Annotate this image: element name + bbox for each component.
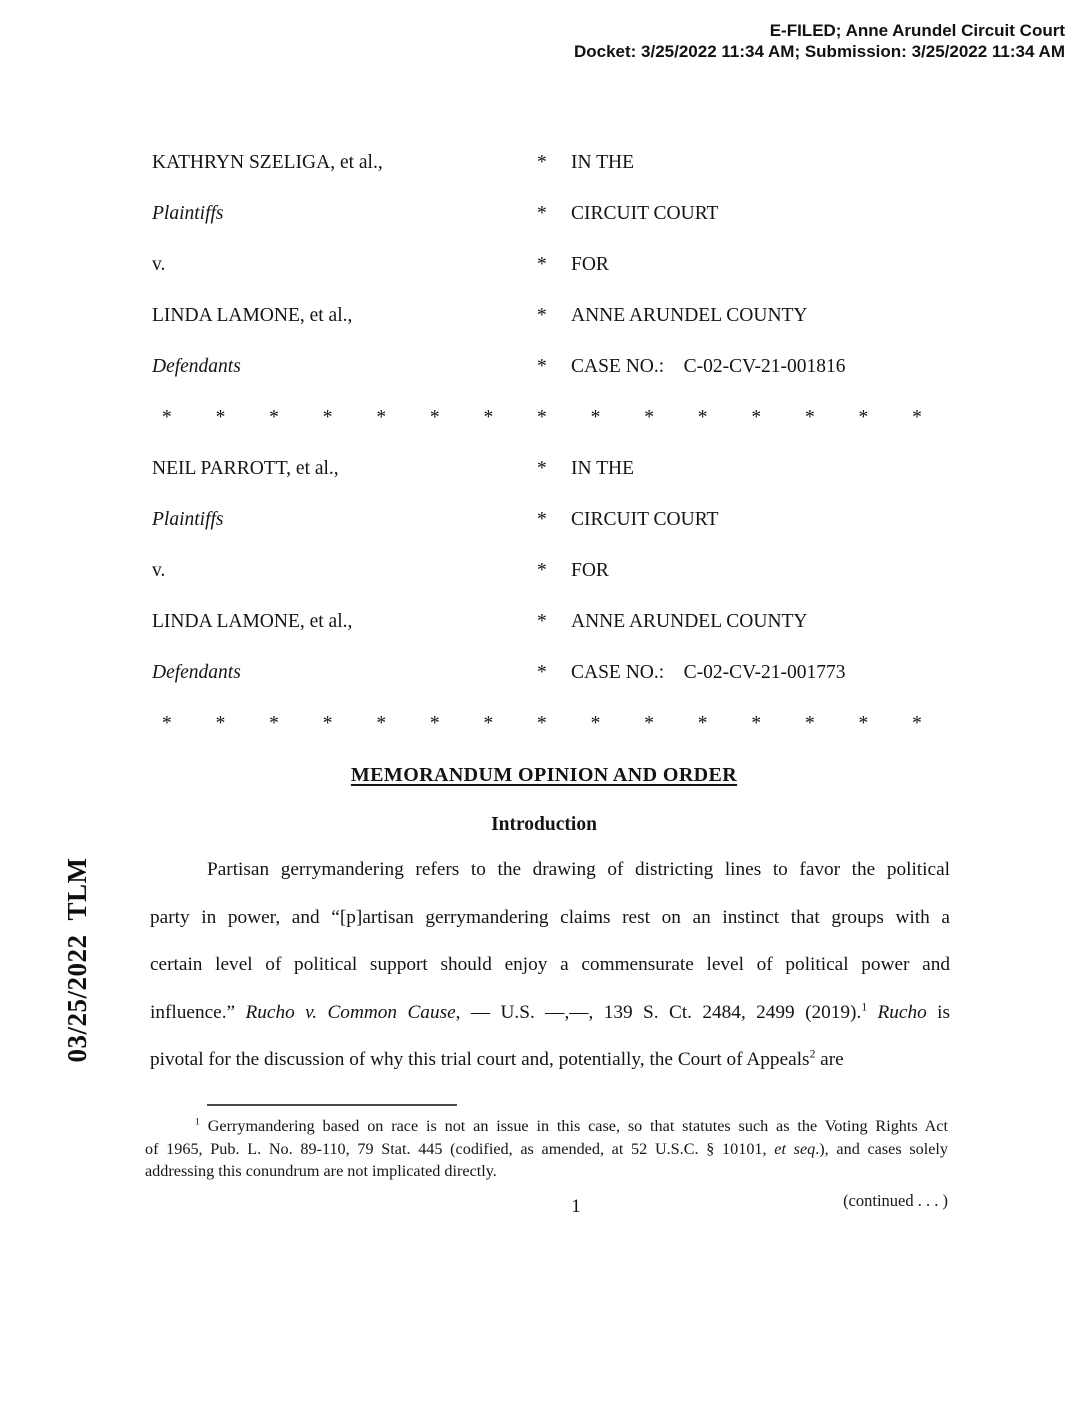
court-line: ANNE ARUNDEL COUNTY [571,611,808,632]
asterisk-divider-row [162,713,922,764]
asterisk: * [269,407,279,428]
court-line: CIRCUIT COURT [571,509,719,530]
footnote-separator-rule [207,1104,457,1106]
court-line: ANNE ARUNDEL COUNTY [571,305,808,326]
party-role: Plaintiffs [152,203,224,224]
asterisk: * [483,407,494,428]
asterisk: * [322,407,333,428]
asterisk-divider-row [162,407,922,458]
filing-stamp: 03/25/2022 TLM [62,857,92,1063]
party-role: Plaintiffs [152,509,224,530]
asterisk: * [751,407,762,428]
asterisk: * [215,713,226,734]
asterisk-separator: * [537,203,547,224]
text-segment: of 1965, Pub. L. No. 89-110, 79 Stat. 445 (codified, as amended, at 52 U.S.C. § 10101, [145,1139,775,1158]
asterisk: * [590,407,601,428]
asterisk-separator: * [537,305,547,326]
efile-header [574,20,1065,62]
text-segment: Partisan gerrymandering refers to the drawing of districting lines to favor the political [207,859,950,880]
footnote-reference: 2 [809,1047,816,1061]
caption-row [152,203,964,254]
text-segment: are [815,1049,844,1070]
asterisk: * [644,407,654,428]
asterisk: * [537,713,547,734]
text-segment: party in power, and “[p]artisan gerrymandering claims rest on an instinct that groups with a [150,906,950,928]
text-segment: influence.” [150,1001,246,1023]
asterisk: * [269,713,279,734]
asterisk: * [162,713,172,734]
asterisk-separator: * [537,254,547,275]
asterisk-separator: * [537,611,547,632]
versus: v. [152,560,166,581]
asterisk: * [429,713,440,734]
footnote-line [145,1115,948,1138]
party-role: Defendants [152,356,241,377]
asterisk: * [858,713,869,734]
asterisk: * [429,407,440,428]
title-block [0,764,1088,836]
caption-row [152,152,964,203]
caption-row [152,560,964,611]
text-segment: .), and cases solely [815,1139,949,1158]
party-name: LINDA LAMONE, et al., [152,611,353,632]
body-line [150,941,950,989]
court-line: IN THE [571,152,635,173]
case-number-line: CASE NO.: C-02-CV-21-001773 [571,662,846,683]
party-name: NEIL PARROTT, et al., [152,458,339,479]
asterisk-separator: * [537,560,547,581]
caption-row [152,356,964,407]
court-line: FOR [571,560,609,581]
footnote-continued-marker: (continued . . . ) [843,1190,948,1210]
court-line: FOR [571,254,609,275]
caption-row [152,254,964,305]
asterisk: * [322,713,333,734]
party-name: KATHRYN SZELIGA, et al., [152,152,383,173]
asterisk-separator: * [537,662,547,683]
asterisk-separator: * [537,356,547,377]
asterisk-separator: * [537,458,547,479]
body-line [150,1036,950,1084]
party-name: LINDA LAMONE, et al., [152,305,353,326]
footnote-reference: 1 [195,1116,200,1128]
asterisk: * [590,713,601,734]
caption-row [152,509,964,560]
asterisk-separator: * [537,152,547,173]
body-line [150,989,950,1037]
body-paragraph [150,846,950,1084]
text-segment: Gerrymandering based on race is not an issue in this case, so that statutes such as the Voting Rights Act [199,1117,948,1135]
text-segment: addressing this conundrum are not implicated directly. [145,1162,497,1180]
text-segment: Rucho v. Common Cause [245,1001,456,1023]
asterisk: * [376,713,387,734]
text-segment: pivotal for the discussion of why this trial court and, potentially, the Court of Appeals [150,1049,810,1070]
court-line: CIRCUIT COURT [571,203,719,224]
caption-row [152,611,964,662]
text-segment: et seq [774,1139,816,1158]
body-line [150,894,950,942]
asterisk: * [697,713,708,734]
asterisk: * [858,407,869,428]
asterisk: * [162,407,172,428]
case-captions [152,152,964,764]
asterisk: * [376,407,387,428]
party-role: Defendants [152,662,241,683]
text-segment: is [926,1001,951,1023]
text-segment [867,1002,877,1023]
footnote-line [145,1138,948,1161]
court-line: IN THE [571,458,635,479]
caption-row [152,662,964,713]
asterisk: * [215,407,226,428]
caption-row [152,305,964,356]
asterisk: * [537,407,547,428]
asterisk-separator: * [537,509,547,530]
body-line [150,846,950,894]
section-heading-introduction: Introduction [491,814,597,835]
efile-court-line: E-FILED; Anne Arundel Circuit Court [769,21,1065,40]
asterisk: * [912,713,922,734]
asterisk: * [483,713,494,734]
document-title: MEMORANDUM OPINION AND ORDER [350,764,738,786]
page-number: 1 [571,1196,581,1217]
footnote-line [145,1160,948,1183]
versus: v. [152,254,166,275]
text-segment: certain level of political support should enjoy a commensurate level of political power and [150,954,950,975]
text-segment: Rucho [877,1001,927,1023]
asterisk: * [644,713,654,734]
asterisk: * [751,713,762,734]
efile-docket-line: Docket: 3/25/2022 11:34 AM; Submission: 3/25/2022 11:34 AM [573,42,1065,61]
asterisk: * [697,407,708,428]
case-number-line: CASE NO.: C-02-CV-21-001816 [571,356,846,377]
asterisk: * [912,407,922,428]
asterisk: * [804,407,815,428]
text-segment: , — U.S. —,—, 139 S. Ct. 2484, 2499 (2019). [455,1001,862,1023]
footnote-reference: 1 [861,1000,868,1014]
caption-row [152,458,964,509]
asterisk: * [804,713,815,734]
